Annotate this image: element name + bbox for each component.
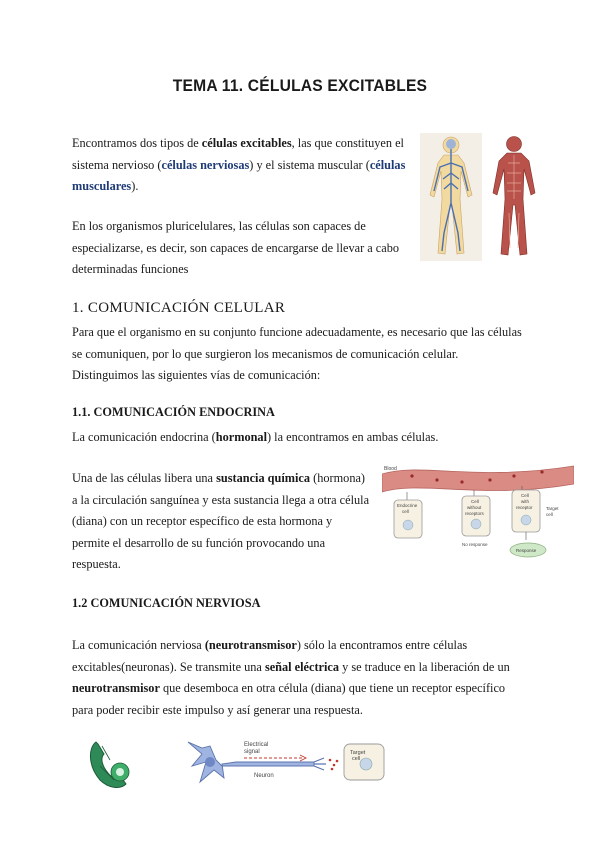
svg-text:cell: cell: [402, 509, 409, 514]
svg-text:Target: Target: [350, 750, 366, 756]
svg-text:Cell: Cell: [521, 493, 529, 498]
section11-intro: La comunicación endocrina (hormonal) la encontramos en ambas células.: [72, 430, 439, 444]
section12-paragraph: La comunicación nerviosa (neurotransmisor) sólo la encontramos entre células excitables(neuronas). Se transmite una señal eléctrica y se traduce en la liberación de un neurotransmisor que desemboca en otra célula (diana) que tiene un receptor específico para poder recibir este impulso y así generar una respuesta.: [72, 638, 510, 717]
svg-text:No response: No response: [462, 542, 488, 547]
telephone-icon: [86, 736, 134, 790]
svg-text:without: without: [467, 505, 482, 510]
svg-text:Electrical: Electrical: [244, 742, 269, 748]
svg-text:signal: signal: [244, 749, 260, 755]
neuron-diagram: [184, 732, 404, 794]
svg-text:with: with: [521, 499, 530, 504]
svg-text:Neuron: Neuron: [254, 773, 274, 779]
section1-paragraph: Para que el organismo en su conjunto funcione adecuadamente, es necesario que las células se comuniquen, por lo que surgieron los mecanismos de comunicación celular. Distinguimos las siguientes vías de comunicación:: [72, 325, 522, 382]
intro-paragraph-2: En los organismos pluricelulares, las células son capaces de especializarse, es decir, son capaces de encargarse de llevar a cabo determinadas funciones: [72, 219, 400, 276]
svg-text:cell: cell: [352, 756, 361, 762]
intro-paragraph: Encontramos dos tipos de células excitables, las que constituyen el sistema nervioso (células nerviosas) y el sistema muscular (células musculares).: [72, 136, 406, 193]
section-heading-1: 1. COMUNICACIÓN CELULAR: [72, 300, 286, 316]
svg-text:receptors: receptors: [465, 511, 484, 516]
section-heading-1-1: 1.1. COMUNICACIÓN ENDOCRINA: [72, 405, 275, 419]
svg-text:Response: Response: [516, 548, 537, 553]
section-heading-1-2: 1.2 COMUNICACIÓN NERVIOSA: [72, 596, 261, 610]
muscular-system-image: [492, 133, 536, 261]
blood-label: Blood: [384, 466, 397, 472]
svg-text:Cell: Cell: [471, 499, 479, 504]
svg-text:receptor: receptor: [516, 505, 533, 510]
endocrine-diagram: [382, 460, 574, 570]
svg-text:Target: Target: [546, 506, 559, 511]
nervous-system-image: [420, 133, 482, 261]
svg-text:cell: cell: [546, 512, 553, 517]
page-title: TEMA 11. CÉLULAS EXCITABLES: [172, 76, 428, 95]
section11-paragraph: Una de las células libera una sustancia química (hormona) a la circulación sanguínea y esta sustancia llega a otra célula (diana) con un receptor específico de esta hormona y permite el desarrollo de su función provocando una respuesta.: [72, 471, 370, 571]
svg-text:Endocrine: Endocrine: [397, 503, 418, 508]
